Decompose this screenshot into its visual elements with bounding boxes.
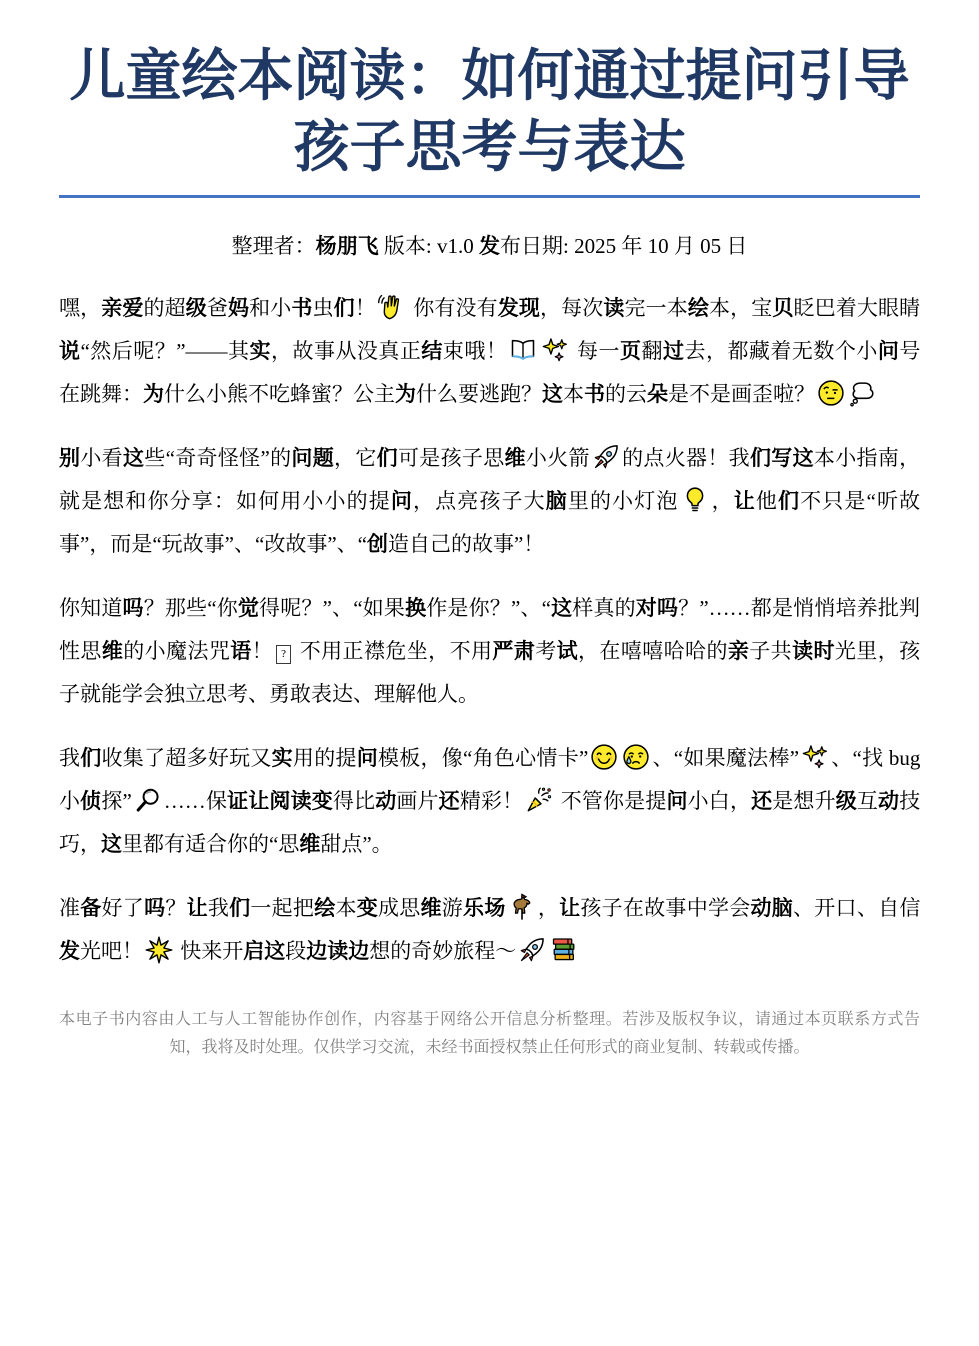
doc-meta-line: 整理者：杨朋飞 版本: v1.0 发布日期: 2025 年 10 月 05 日 bbox=[231, 234, 748, 258]
books-icon bbox=[550, 936, 578, 964]
intro-paragraph-4: 我们收集了超多好玩又实用的提问模板，像“角色心情卡” 、“如果魔法棒” 、“找 bug 小侦探” ……保证让阅读变得比动画片还精彩！ 不管你是提问小白，还是想升级互动技巧，这里都有适合你的“思维甜点”。 bbox=[59, 737, 920, 866]
smiling-face-icon bbox=[590, 743, 618, 771]
title-divider bbox=[59, 195, 920, 198]
intro-paragraph-3: 你知道吗？那些“你觉得呢？”、“如果换作是你？”、“这样真的对吗？”……都是悄悄培养批判性思维的小魔法咒语！ ? 不用正襟危坐，不用严肃考试，在嘻嘻哈哈的亲子共读时光里，孩子就能学会独立思考、勇敢表达、理解他人。 bbox=[59, 596, 921, 706]
carousel-horse-icon bbox=[508, 893, 536, 921]
missing-glyph-icon: ? bbox=[276, 645, 291, 664]
crying-face-icon bbox=[622, 743, 650, 771]
party-popper-icon bbox=[525, 786, 553, 814]
thought-balloon-icon bbox=[849, 379, 877, 407]
wave-hand-icon bbox=[378, 293, 406, 321]
sparkles-icon bbox=[541, 336, 569, 364]
glowing-star-icon bbox=[145, 936, 173, 964]
open-book-icon bbox=[509, 336, 537, 364]
page-title: 儿童绘本阅读：如何通过提问引导孩子思考与表达 bbox=[69, 44, 910, 178]
intro-paragraph-1: 嘿，亲爱的超级爸妈和小书虫们！ 你有没有发现，每次读完一本绘本，宝贝眨巴着大眼睛说“然后呢？”——其实，故事从没真正结束哦！ 每一页翻过去，都藏着无数个小问号在跳舞：为什么小熊不吃蜂蜜？公主为什么要逃跑？这本书的云朵是不是画歪啦？ bbox=[59, 287, 920, 416]
rocket-icon bbox=[592, 443, 620, 471]
light-bulb-icon bbox=[681, 486, 709, 514]
sparkles-icon bbox=[801, 743, 829, 771]
magnifying-glass-icon bbox=[134, 786, 162, 814]
intro-paragraph-2: 别小看这些“奇奇怪怪”的问题，它们可是孩子思维小火箭 的点火器！我们写这本小指南，就是想和你分享：如何用小小的提问，点亮孩子大脑里的小灯泡 ，让他们不只是“听故事”，而是“玩故事”、“改故事”、“创造自己的故事”！ bbox=[59, 437, 920, 566]
intro-paragraph-5: 准备好了吗？让我们一起把绘本变成思维游乐场 ，让孩子在故事中学会动脑、开口、自信发光吧！ 快来开启这段边读边想的奇妙旅程～ bbox=[59, 887, 920, 973]
copyright-notice: 本电子书内容由人工与人工智能协作创作，内容基于网络公开信息分析整理。若涉及版权争议，请通过本页联系方式告知，我将及时处理。仅供学习交流，未经书面授权禁止任何形式的商业复制、转载或传播。 bbox=[59, 1011, 920, 1056]
rocket-icon bbox=[518, 936, 546, 964]
raised-eyebrow-face-icon bbox=[817, 379, 845, 407]
